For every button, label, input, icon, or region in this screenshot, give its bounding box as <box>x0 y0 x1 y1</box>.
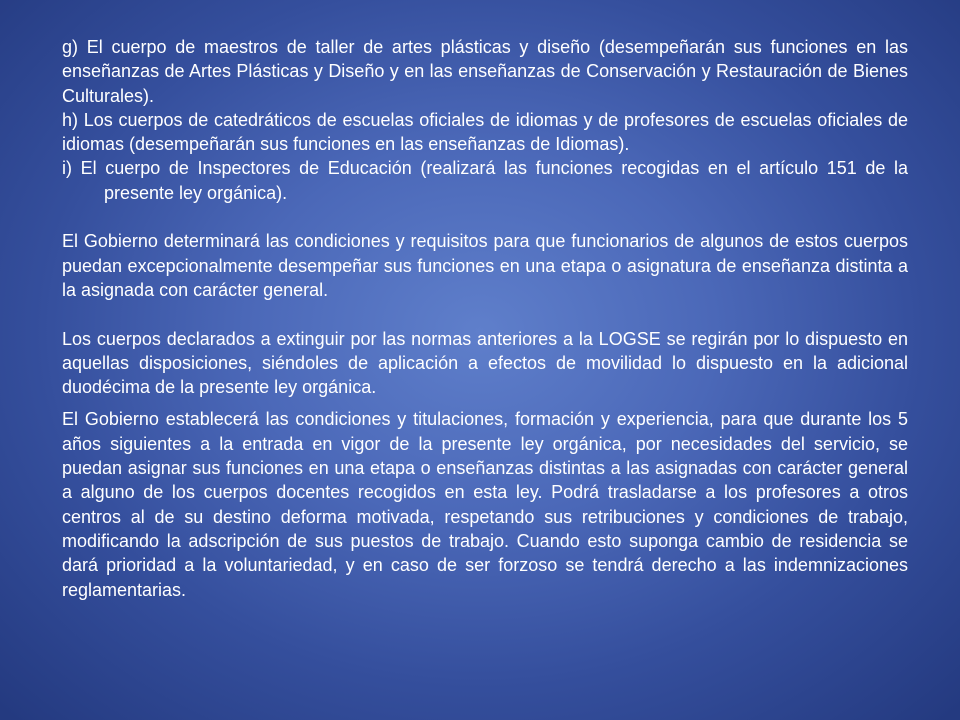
slide-text-body <box>62 35 908 602</box>
paragraph-g: g) El cuerpo de maestros de taller de artes plásticas y diseño (desempeñarán sus funciones en las enseñanzas de Artes Plásticas y Diseño y en las enseñanzas de Conservación y Restauración de Bienes Culturales). <box>62 37 908 106</box>
paragraph-h: h) Los cuerpos de catedráticos de escuelas oficiales de idiomas y de profesores de escuelas oficiales de idiomas (desempeñarán sus funciones en las enseñanzas de Idiomas). <box>62 109 908 155</box>
paragraph-gobierno-establecera: El Gobierno establecerá las condiciones y titulaciones, formación y experiencia, para que durante los 5 años siguientes a la entrada en vigor de la presente ley orgánica, por necesidades del servicio, se puedan asignar sus funciones en una etapa o enseñanzas distintas a las asignadas con carácter general a alguno de los cuerpos docentes recogidos en esta ley. Podrá trasladarse a los profesores a otros centros al de su destino deforma motivada, respetando sus retribuciones y condiciones de trabajo, modificando la adscripción de sus puestos de trabajo. Cuando esto suponga cambio de residencia se dará prioridad a la voluntariedad, y en caso de ser forzoso se tendrá derecho a las indemnizaciones reglamentarias. <box>62 409 908 600</box>
paragraph-cuerpos-extinguir: Los cuerpos declarados a extinguir por las normas anteriores a la LOGSE se regirán por lo dispuesto en aquellas disposiciones, siéndoles de aplicación a efectos de movilidad lo dispuesto en la adicional duodécima de la presente ley orgánica. <box>62 328 908 398</box>
paragraph-gobierno-determinara: El Gobierno determinará las condiciones y requisitos para que funcionarios de algunos de estos cuerpos puedan excepcionalmente desempeñar sus funciones en una etapa o asignatura de enseñanza distinta a la asignada con carácter general. <box>62 231 908 300</box>
paragraph-i: i) El cuerpo de Inspectores de Educación (realizará las funciones recogidas en el artículo 151 de la presente ley orgánica). <box>62 158 908 203</box>
